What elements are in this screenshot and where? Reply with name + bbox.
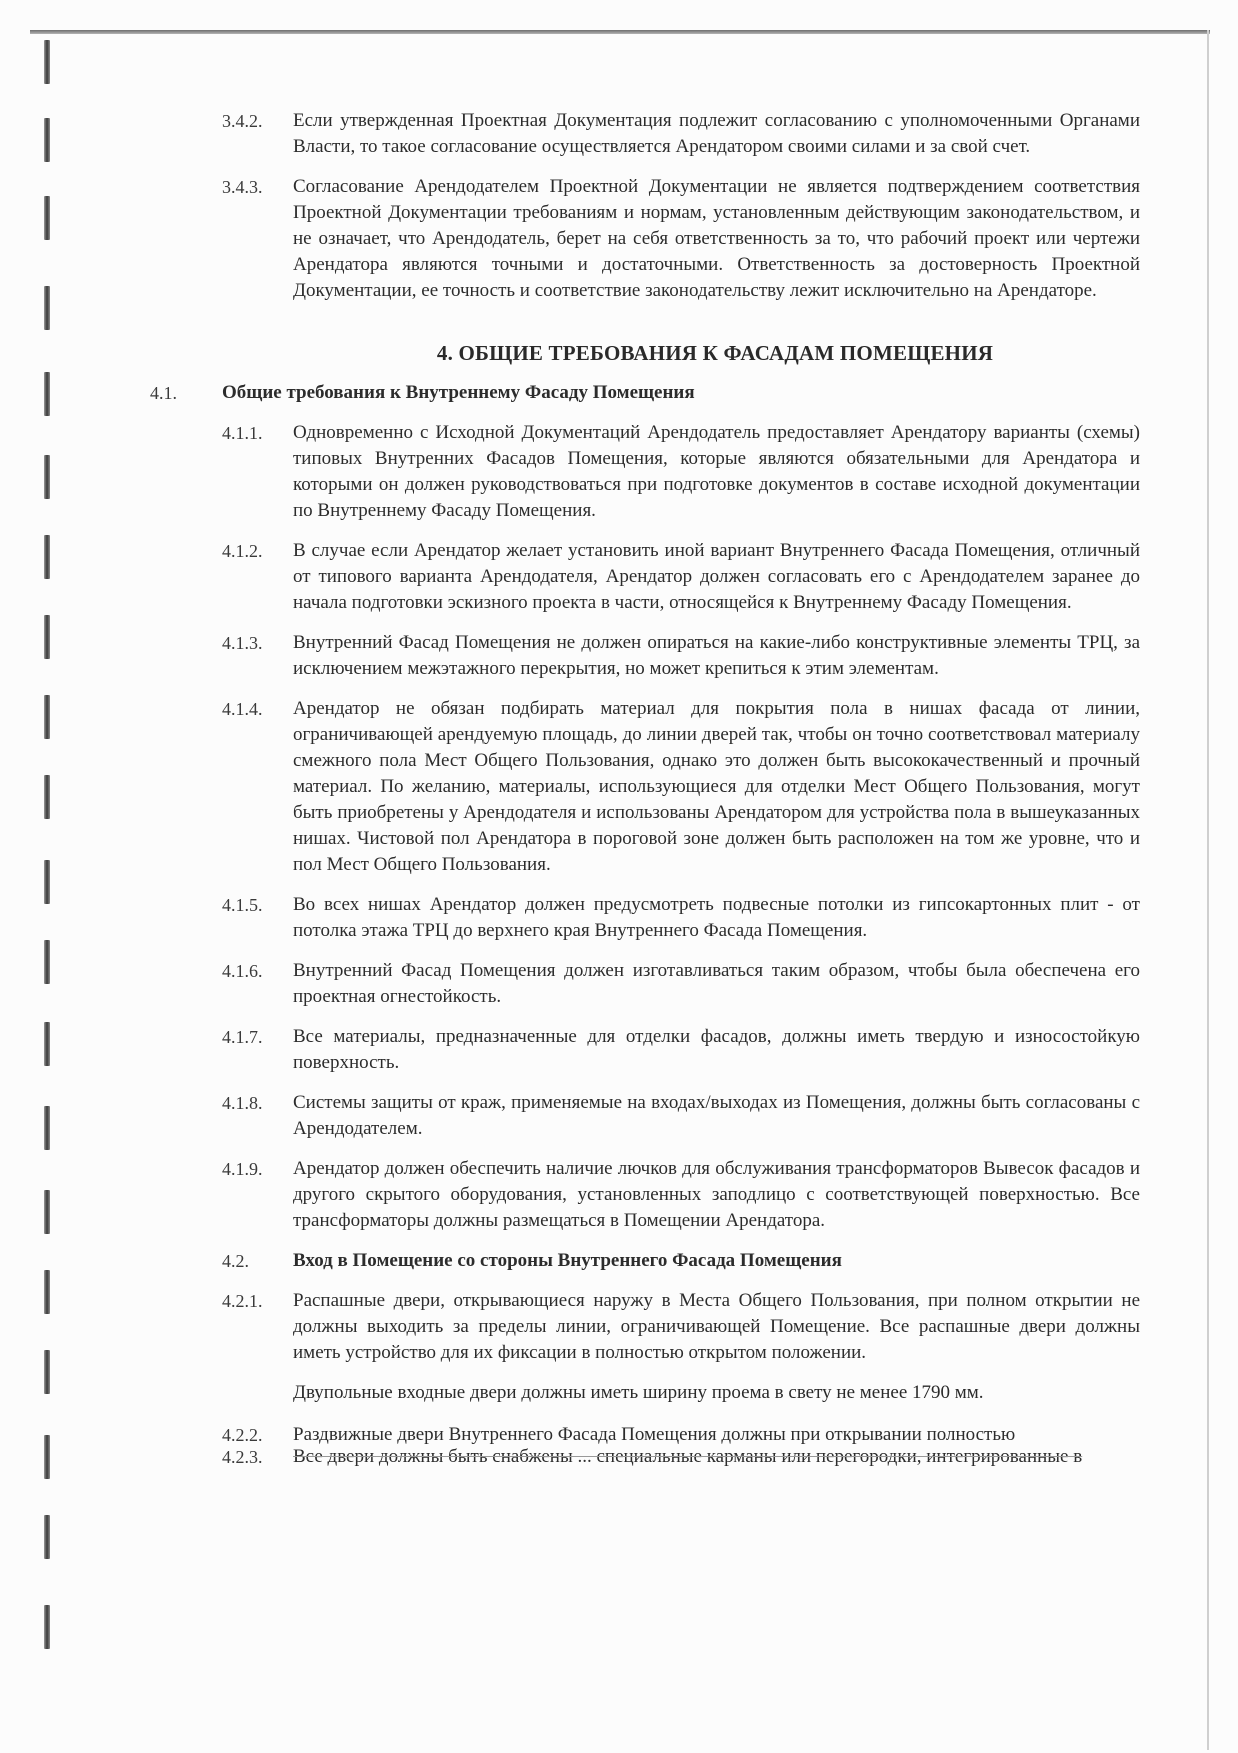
document-body xyxy=(150,108,1140,1480)
clause-4-1-7 xyxy=(150,1024,1140,1076)
clause-text: Внутренний Фасад Помещения должен изготавливаться таким образом, чтобы была обеспечена его проектная огнестойкость. xyxy=(293,960,1140,1007)
subsection-title: Общие требования к Внутреннему Фасаду Помещения xyxy=(222,382,695,403)
subsection-number: 4.2. xyxy=(222,1251,249,1271)
clause-number: 4.1.2. xyxy=(222,541,263,561)
clause-text: Все материалы, предназначенные для отделки фасадов, должны иметь твердую и износостойкую поверхность. xyxy=(293,1026,1140,1073)
clause-4-1-6 xyxy=(150,958,1140,1010)
clause-text: Системы защиты от краж, применяемые на входах/выходах из Помещения, должны быть согласованы с Арендодателем. xyxy=(293,1092,1140,1139)
binder-mark xyxy=(44,1270,50,1314)
binder-mark xyxy=(44,1515,50,1559)
clause-number: 4.1.7. xyxy=(222,1027,263,1047)
clause-number: 4.1.9. xyxy=(222,1159,263,1179)
clause-4-2-2 xyxy=(150,1422,1140,1444)
clause-number: 4.1.5. xyxy=(222,895,263,915)
clause-4-1-3 xyxy=(150,630,1140,682)
clause-number: 4.1.8. xyxy=(222,1093,263,1113)
clause-number: 3.4.2. xyxy=(222,111,263,131)
clause-4-1-8 xyxy=(150,1090,1140,1142)
page-right-edge xyxy=(1207,30,1209,1750)
clause-text: Во всех нишах Арендатор должен предусмотреть подвесные потолки из гипсокартонных плит - от потолка этажа ТРЦ до верхнего края Внутреннего Фасада Помещения. xyxy=(293,894,1140,941)
binder-mark xyxy=(44,286,50,330)
clause-number: 3.4.3. xyxy=(222,177,263,197)
clause-text: Если утвержденная Проектная Документация подлежит согласованию с уполномоченными Органами Власти, то такое согласование осуществляется Арендатором своими силами и за свой счет. xyxy=(293,110,1140,157)
clause-text: Согласование Арендодателем Проектной Документации не является подтверждением соответствия Проектной Документации требованиям и нормам, установленным действующим законодательством, и не означает, что Арендодатель, берет на себя ответственность за то, что рабочий проект или чертежи Арендатора являются точными и достаточными. Ответственность за достоверность Проектной Документации, ее точность и соответствие законодательству лежит исключительно на Арендаторе. xyxy=(293,176,1140,301)
clause-number: 4.1.3. xyxy=(222,633,263,653)
clause-4-2-1 xyxy=(150,1288,1140,1366)
subsection-4-2 xyxy=(150,1248,1140,1274)
binder-mark xyxy=(44,775,50,819)
clause-text: Арендатор не обязан подбирать материал для покрытия пола в нишах фасада от линии, ограничивающей арендуемую площадь, до линии дверей так, чтобы он точно соответствовал материалу смежного пола Мест Общего Пользования, однако это должен быть высококачественный и прочный материал. По желанию, материалы, использующиеся для отделки Мест Общего Пользования, могут быть приобретены у Арендодателя и использованы Арендатором для устройства пола в вышеуказанных нишах. Чистовой пол Арендатора в пороговой зоне должен быть расположен на том же уровне, что и пол Мест Общего Пользования. xyxy=(293,698,1140,875)
binder-mark xyxy=(44,372,50,416)
clause-text: Раздвижные двери Внутреннего Фасада Помещения должны при открывании полностью xyxy=(293,1424,1016,1444)
binder-mark xyxy=(44,615,50,659)
clause-4-1-9 xyxy=(150,1156,1140,1234)
clause-number: 4.1.6. xyxy=(222,961,263,981)
subsection-4-1 xyxy=(150,380,1140,406)
binder-mark xyxy=(44,1190,50,1234)
subsection-number: 4.1. xyxy=(150,383,177,403)
clause-number: 4.1.4. xyxy=(222,699,263,719)
clause-number: 4.2.2. xyxy=(222,1425,263,1445)
clause-text: Арендатор должен обеспечить наличие лючков для обслуживания трансформаторов Вывесок фасадов и другого скрытого оборудования, установленных заподлицо с соответствующей поверхностью. Все трансформаторы должны размещаться в Помещении Арендатора. xyxy=(293,1158,1140,1231)
binder-mark xyxy=(44,535,50,579)
binder-mark xyxy=(44,1605,50,1649)
page-top-edge xyxy=(30,30,1210,34)
clause-4-1-1 xyxy=(150,420,1140,524)
clause-3-4-3 xyxy=(150,174,1140,304)
clause-number: 4.2.3. xyxy=(222,1447,263,1467)
binder-mark xyxy=(44,1022,50,1066)
binder-mark xyxy=(44,455,50,499)
binder-mark xyxy=(44,1435,50,1479)
clause-3-4-2 xyxy=(150,108,1140,160)
subsection-title: Вход в Помещение со стороны Внутреннего Фасада Помещения xyxy=(293,1250,842,1271)
binder-mark xyxy=(44,940,50,984)
clause-text: Распашные двери, открывающиеся наружу в Места Общего Пользования, при полном открытии не должны выходить за пределы линии, ограничивающей Помещение. Все распашные двери должны иметь устройство для их фиксации в полностью открытом положении. xyxy=(293,1290,1140,1363)
clause-4-2-3 xyxy=(150,1444,1140,1466)
binder-mark xyxy=(44,1106,50,1150)
clause-text: Одновременно с Исходной Документаций Арендодатель предоставляет Арендатору варианты (схемы) типовых Внутренних Фасадов Помещения, которые являются обязательными для Арендатора и которыми он должен руководствоваться при подготовке документов в составе исходной документации по Внутреннему Фасаду Помещения. xyxy=(293,422,1140,521)
binder-mark xyxy=(44,40,50,84)
binder-mark xyxy=(44,196,50,240)
section-heading: 4. ОБЩИЕ ТРЕБОВАНИЯ К ФАСАДАМ ПОМЕЩЕНИЯ xyxy=(436,341,994,365)
clause-4-1-4 xyxy=(150,696,1140,878)
binder-mark xyxy=(44,695,50,739)
note-text: Двупольные входные двери должны иметь ширину проема в свету не менее 1790 мм. xyxy=(293,1382,984,1403)
binder-mark xyxy=(44,860,50,904)
clause-4-1-2 xyxy=(150,538,1140,616)
clause-4-1-5 xyxy=(150,892,1140,944)
binder-mark xyxy=(44,118,50,162)
clause-number: 4.1.1. xyxy=(222,423,263,443)
clause-number: 4.2.1. xyxy=(222,1291,263,1311)
clause-text: Все двери должны быть снабжены ... специальные карманы или перегородки, интегрированные в xyxy=(293,1446,1083,1466)
clause-text: В случае если Арендатор желает установить иной вариант Внутреннего Фасада Помещения, отличный от типового варианта Арендодателя, Арендатор должен согласовать его с Арендодателем заранее до начала подготовки эскизного проекта в части, относящейся к Внутреннему Фасаду Помещения. xyxy=(293,540,1140,613)
binder-mark xyxy=(44,1350,50,1394)
clause-note xyxy=(293,1380,1140,1406)
clause-text: Внутренний Фасад Помещения не должен опираться на какие-либо конструктивные элементы ТРЦ, за исключением межэтажного перекрытия, но может крепиться к этим элементам. xyxy=(293,632,1140,679)
